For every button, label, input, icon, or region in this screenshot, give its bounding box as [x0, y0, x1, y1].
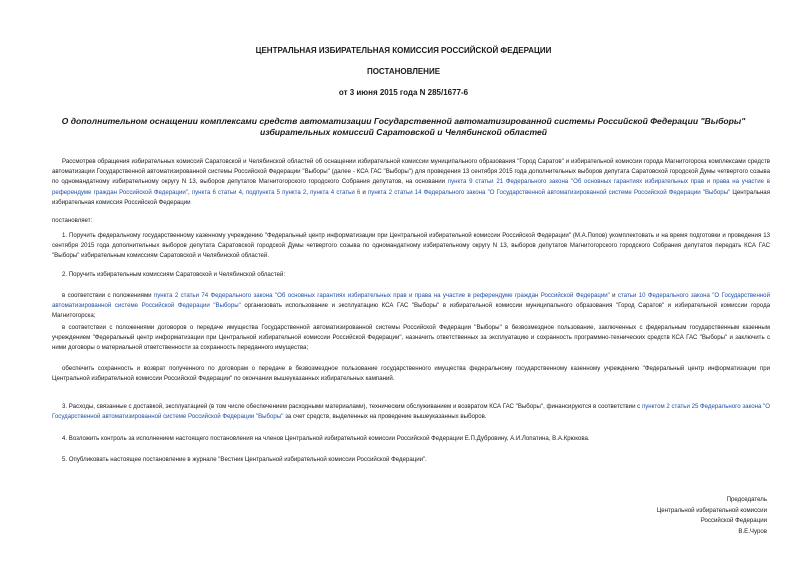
signature-country: Российской Федерации [700, 517, 767, 524]
item-2-subpoint-2: в соответствии с положениями договоров о передаче имущества Государственной автоматизированной системы Российской Федерации "Выборы" в безвозмездное пользование, заключенных с федеральным государственным казенным учреждением "Федеральный центр информатизации при Центральной избирательной комиссии Российской Федерации", назначить ответственных за эксплуатацию и сохранность программно-технических средств КСА ГАС "Выборы" и заключить с ними договоры о материальной ответственности за сохранность переданного имущества; [52, 324, 770, 352]
link-law-20fz-art14[interactable]: пункта 2 статьи 14 Федерального закона "О Государственной автоматизированной системе Российской Федерации "Выборы" [367, 188, 731, 196]
link-law-20fz-art6-p4[interactable]: пункта 4 статьи 6 [310, 188, 361, 196]
resolves-label: постановляет: [52, 217, 93, 224]
link-law-20fz-art25[interactable]: пунктом 2 статьи 25 Федерального закона "О Государственной автоматизированной системе Российской Федерации "Выборы" [52, 403, 770, 421]
item-3: 3. Расходы, связанные с доставкой, эксплуатацией (в том числе обеспечением расходными материалами), техническим обслуживанием и возвратом КСА ГАС "Выборы", финансируются в соответствии с пунктом 2 статьи 25 Федерального закона "О Государственной автоматизированной системе Российской Федерации "Выборы" за счет средств, выделенных на проведение вышеуказанных выборов. [52, 403, 770, 421]
link-law-67fz-art21[interactable]: пункта 9 статьи 21 Федерального закона "Об основных гарантиях избирательных прав и права на участие в референдуме граждан Российской Федерации" [52, 178, 770, 196]
signature-organization: Центральной избирательной комиссии [656, 506, 767, 514]
item-1: 1. Поручить федеральному государственному казенному учреждению "Федеральный центр информатизации при Центральной избирательной комиссии Российской Федерации" (М.А.Попов) укомплектовать и на время подготовки и проведения 13 сентября 2015 года дополнительных выборов депутата Саратовской городской Думы четвертого созыва по одномандатному избирательному округу N 13, выборов депутатов Магнитогорского городского Собрания депутатов передать КСА ГАС "Выборы" избирательным комиссиям Саратовской и Челябинской областей. [52, 232, 770, 260]
date-number: от 3 июня 2015 года N 285/1677-6 [338, 88, 469, 97]
signature-block [657, 495, 767, 537]
preamble-paragraph: Рассмотрев обращения избирательных комиссий Саратовской и Челябинской областей об оснащении избирательной комиссии муниципального образования "Город Саратов" и избирательной комиссии города Магнитогорска комплексами средств автоматизации Государственной автоматизированной системы Российской Федерации "Выборы" (далее - КСА ГАС "Выборы") для проведения 13 сентября 2015 года дополнительных выборов депутата Саратовской городской Думы четвертого созыва по одномандатному избирательному округу N 13, выборов депутатов Магнитогорского городского Собрания депутатов, на основании пункта 9 статьи 21 Федерального закона "Об основных гарантиях избирательных прав и права на участие в референдуме граждан Российской Федерации", пункта 6 статьи 4, подпункта 5 пункта 2, пункта 4 статьи 6 и пункта 2 статьи 14 Федерального закона "О Государственной автоматизированной системе Российской Федерации "Выборы" Центральная избирательная комиссия Российской Федерации [52, 158, 770, 206]
signature-name: В.Е.Чуров [738, 527, 767, 535]
commission-heading: ЦЕНТРАЛЬНАЯ ИЗБИРАТЕЛЬНАЯ КОМИССИЯ РОССИЙСКОЙ ФЕДЕРАЦИИ [255, 46, 552, 55]
item-5: 5. Опубликовать настоящее постановление в журнале "Вестник Центральной избирательной комиссии Российской Федерации". [62, 456, 427, 463]
link-law-67fz-art74[interactable]: пункта 2 статьи 74 Федерального закона "Об основных гарантиях избирательных прав и права на участие в референдуме граждан Российской Федерации" [153, 292, 610, 299]
resolution-title-line-2: избирательных комиссий Саратовской и Челябинской областей [259, 127, 548, 137]
item-4: 4. Возложить контроль за исполнением настоящего постановления на членов Центральной избирательной комиссии Российской Федерации Е.П.Дубровину, А.И.Лопатина, В.А.Крюкова. [62, 435, 590, 442]
item-2-subpoint-1: в соответствии с положениями пункта 2 статьи 74 Федерального закона "Об основных гарантиях избирательных прав и права на участие в референдуме граждан Российской Федерации" и статьи 10 Федерального закона "О Государственной автоматизированной системе Российской Федерации "Выборы" организовать использование и эксплуатацию КСА ГАС "Выборы" в избирательной комиссии муниципального образования "Город Саратов" и избирательной комиссии города Магнитогорска; [52, 292, 771, 320]
link-law-20fz-art10[interactable]: статьи 10 Федерального закона "О Государственной автоматизированной системе Российской Федерации "Выборы" [52, 292, 770, 310]
link-law-20fz-art4[interactable]: пункта 6 статьи 4 [191, 188, 242, 196]
resolution-title-line-1: О дополнительном оснащении комплексами средств автоматизации Государственной автоматизированной системы Российской Федерации "Выборы" [61, 116, 746, 126]
item-2-subpoint-3: обеспечить сохранность и возврат полученного по договорам о передаче в безвозмездное пользование государственного имущества федеральному государственному казенному учреждению "Федеральный центр информатизации при Центральной избирательной комиссии Российской Федерации" по окончании вышеуказанных избирательных кампаний. [52, 365, 770, 383]
signature-title: Председатель [726, 496, 767, 503]
document-type: ПОСТАНОВЛЕНИЕ [366, 67, 441, 76]
link-law-20fz-art6-sub5[interactable]: подпункта 5 пункта 2 [245, 188, 307, 196]
item-2: 2. Поручить избирательным комиссиям Саратовской и Челябинской областей: [62, 271, 286, 278]
